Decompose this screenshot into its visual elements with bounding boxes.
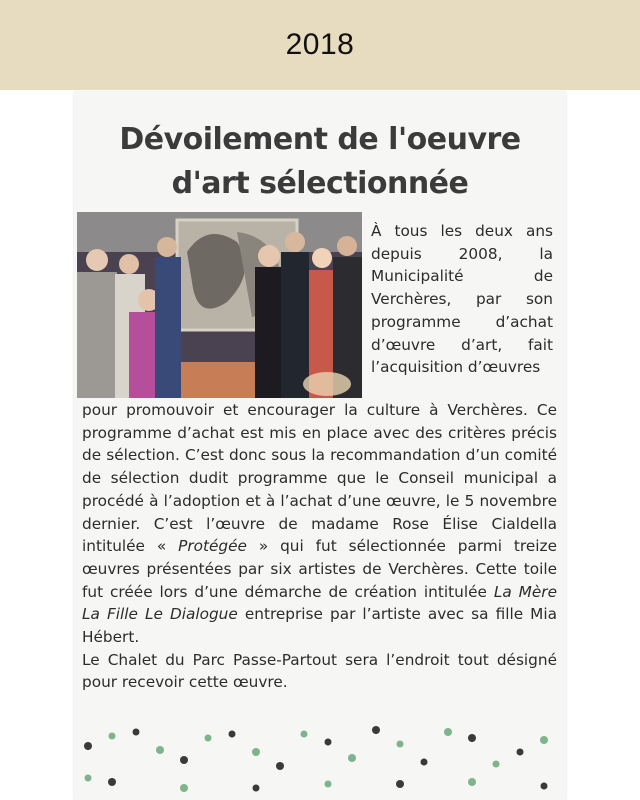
group-photo-icon bbox=[77, 212, 362, 398]
article-p1-part-a: pour promouvoir et encourager la culture à Verchères. Ce programme d’achat est mis en place avec des critères précis de sélection. C’est donc sous la recommandation d’un comité de sélection dudit programme que le Conseil municipal a procédé à l’adoption et à l’achat d’une œuvre, le 5 novembre dernier. C’est l’œuvre de madame Rose Élise Cialdella intitulée « bbox=[82, 401, 557, 556]
article-title-line-2: d'art sélectionnée bbox=[171, 166, 469, 201]
year-banner bbox=[0, 0, 640, 90]
article-paragraph-2: Le Chalet du Parc Passe-Partout sera l’endroit tout désigné pour recevoir cette œuvre. bbox=[82, 650, 557, 692]
article-intro-text bbox=[371, 220, 553, 379]
article-paragraph-1 bbox=[82, 399, 557, 649]
decorative-dots bbox=[74, 722, 566, 800]
article-p1-part-c: entreprise par l’artiste avec sa fille Mia Hébert. bbox=[82, 605, 557, 647]
unveiling-photo bbox=[77, 212, 362, 398]
article-title bbox=[74, 118, 566, 206]
article-intro-paragraph: À tous les deux ans depuis 2008, la Municipalité de Verchères, par son programme d’achat d’œuvre d’art, fait l’acquisition d’œuvres bbox=[371, 222, 553, 377]
newspaper-clipping bbox=[74, 92, 566, 800]
article-title-line-1: Dévoilement de l'oeuvre bbox=[119, 122, 521, 157]
article-p1-part-b: » qui fut sélectionnée parmi treize œuvres présentées par six artistes de Verchères. Cette toile fut créée lors d’une démarche de création intitulée bbox=[82, 537, 557, 601]
year-label: 2018 bbox=[285, 28, 355, 61]
artwork-title: Protégée bbox=[178, 537, 247, 556]
series-title: La Mère La Fille Le Dialogue bbox=[82, 582, 557, 624]
article-body bbox=[82, 399, 557, 694]
